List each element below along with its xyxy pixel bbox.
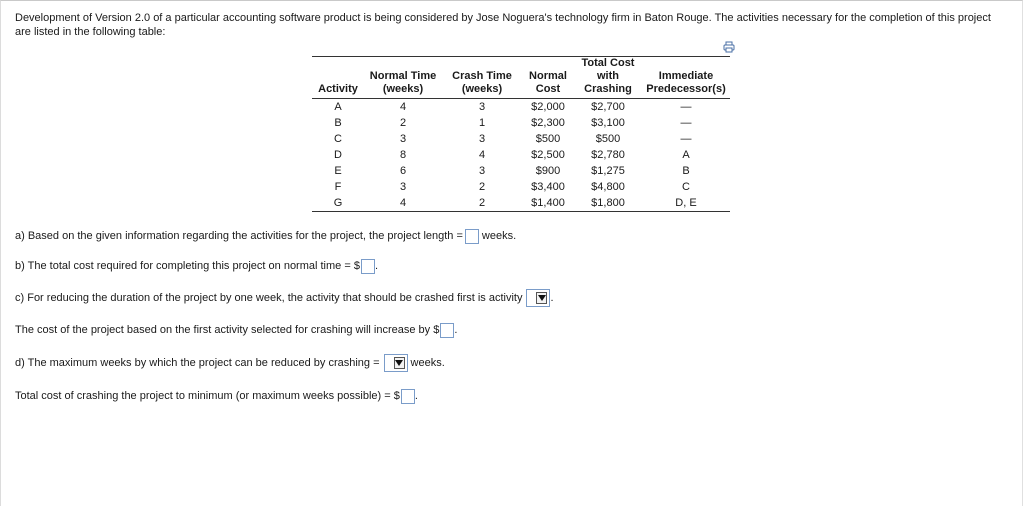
table-row (312, 131, 730, 147)
cell-normal-cost: $1,400 (522, 195, 574, 212)
cell-predecessors: — (680, 133, 692, 145)
header-line: Crash Time (452, 70, 512, 82)
cell-normal-cost: $900 (535, 165, 561, 177)
cell-normal-cost: $500 (535, 133, 561, 145)
header-total-cost (574, 57, 642, 99)
question-a (15, 227, 516, 245)
cell-normal-time: 3 (399, 181, 407, 193)
cell-predecessors: A (682, 149, 690, 161)
cell-activity: F (334, 181, 342, 193)
cell-normal-cost: $3,400 (531, 181, 565, 193)
header-line: Immediate (658, 70, 714, 82)
cell-normal-time: 8 (399, 149, 407, 161)
question-e (15, 387, 418, 405)
header-line: Normal (529, 70, 567, 82)
question-e-text: Total cost of crashing the project to minimum (or maximum weeks possible) = $ (15, 390, 400, 402)
chevron-down-icon (394, 357, 405, 369)
header-predecessors (642, 57, 730, 99)
question-d-text: d) The maximum weeks by which the project can be reduced by crashing = (15, 357, 380, 369)
crash-total-cost-input[interactable] (401, 389, 415, 404)
cell-crash-time: 3 (478, 133, 486, 145)
header-crash-time (442, 57, 522, 99)
cell-total-cost: $4,800 (591, 181, 625, 193)
activity-table (312, 56, 730, 212)
cell-total-cost: $2,700 (591, 101, 625, 113)
cell-normal-cost: $2,000 (531, 101, 565, 113)
header-normal-time (364, 57, 442, 99)
question-c-text: c) For reducing the duration of the project by one week, the activity that should be crashed first is activity (15, 292, 523, 304)
cell-predecessors: B (682, 165, 690, 177)
first-crash-activity-dropdown[interactable] (526, 289, 550, 307)
print-icon[interactable] (723, 41, 735, 53)
question-c2-suffix: . (454, 324, 458, 336)
question-d-suffix: weeks. (410, 357, 445, 369)
cell-normal-cost: $2,500 (531, 149, 565, 161)
cell-predecessors: — (680, 117, 692, 129)
table-header-row (312, 57, 730, 99)
normal-cost-input[interactable] (361, 259, 375, 274)
header-line: Normal Time (369, 70, 437, 82)
table-row (312, 163, 730, 179)
cell-normal-time: 2 (399, 117, 407, 129)
cell-total-cost: $500 (595, 133, 621, 145)
table-row (312, 147, 730, 163)
cell-activity: D (334, 149, 342, 161)
question-b-text: b) The total cost required for completing this project on normal time = $ (15, 260, 360, 272)
header-line: (weeks) (382, 83, 424, 95)
question-a-text: a) Based on the given information regarding the activities for the project, the project length = (15, 230, 463, 242)
cell-normal-time: 6 (399, 165, 407, 177)
cell-total-cost: $1,275 (591, 165, 625, 177)
header-line: Total Cost (581, 57, 635, 69)
question-d (15, 354, 445, 372)
cell-normal-time: 4 (399, 101, 407, 113)
question-b (15, 257, 378, 275)
cell-crash-time: 3 (478, 165, 486, 177)
cell-crash-time: 2 (478, 181, 486, 193)
cell-total-cost: $2,780 (591, 149, 625, 161)
cell-activity: G (312, 195, 364, 212)
header-line: with (597, 70, 619, 82)
header-line: (weeks) (461, 83, 503, 95)
cell-normal-cost: $2,300 (531, 117, 565, 129)
cell-crash-time: 2 (442, 195, 522, 212)
cell-total-cost: $3,100 (591, 117, 625, 129)
question-c-suffix: . (550, 292, 554, 304)
table-row (312, 179, 730, 195)
question-e-suffix: . (414, 390, 418, 402)
table-row (312, 115, 730, 131)
cell-predecessors: — (680, 101, 692, 113)
cell-predecessors: C (682, 181, 690, 193)
cell-activity: B (334, 117, 342, 129)
cell-crash-time: 3 (478, 101, 486, 113)
cell-normal-time: 3 (399, 133, 407, 145)
cost-increase-input[interactable] (440, 323, 454, 338)
cell-activity: E (334, 165, 342, 177)
table-body (312, 99, 730, 212)
max-weeks-dropdown[interactable] (384, 354, 408, 372)
chevron-down-icon (536, 292, 547, 304)
header-line: Predecessor(s) (646, 83, 726, 95)
cell-activity: A (334, 101, 342, 113)
cell-normal-time: 4 (364, 195, 442, 212)
header-line: Cost (535, 83, 561, 95)
table-row (312, 99, 730, 116)
question-a-suffix: weeks. (481, 230, 517, 242)
question-c2 (15, 321, 457, 339)
header-normal-cost (522, 57, 574, 99)
cell-total-cost: $1,800 (574, 195, 642, 212)
header-line: Activity (318, 83, 358, 95)
cell-activity: C (334, 133, 342, 145)
project-length-input[interactable] (465, 229, 479, 244)
question-b-suffix: . (374, 260, 378, 272)
cell-predecessors: D, E (642, 195, 730, 212)
header-line: Crashing (584, 83, 632, 95)
question-c2-text: The cost of the project based on the first activity selected for crashing will increase by $ (15, 324, 440, 336)
table-row (312, 195, 730, 212)
cell-crash-time: 1 (478, 117, 486, 129)
problem-intro: Development of Version 2.0 of a particular accounting software product is being considered by Jose Noguera's technology firm in Baton Rouge. The activities necessary for the completion of this project are listed in the following table: (15, 12, 991, 38)
header-activity (312, 57, 364, 99)
question-c (15, 289, 554, 307)
cell-crash-time: 4 (478, 149, 486, 161)
